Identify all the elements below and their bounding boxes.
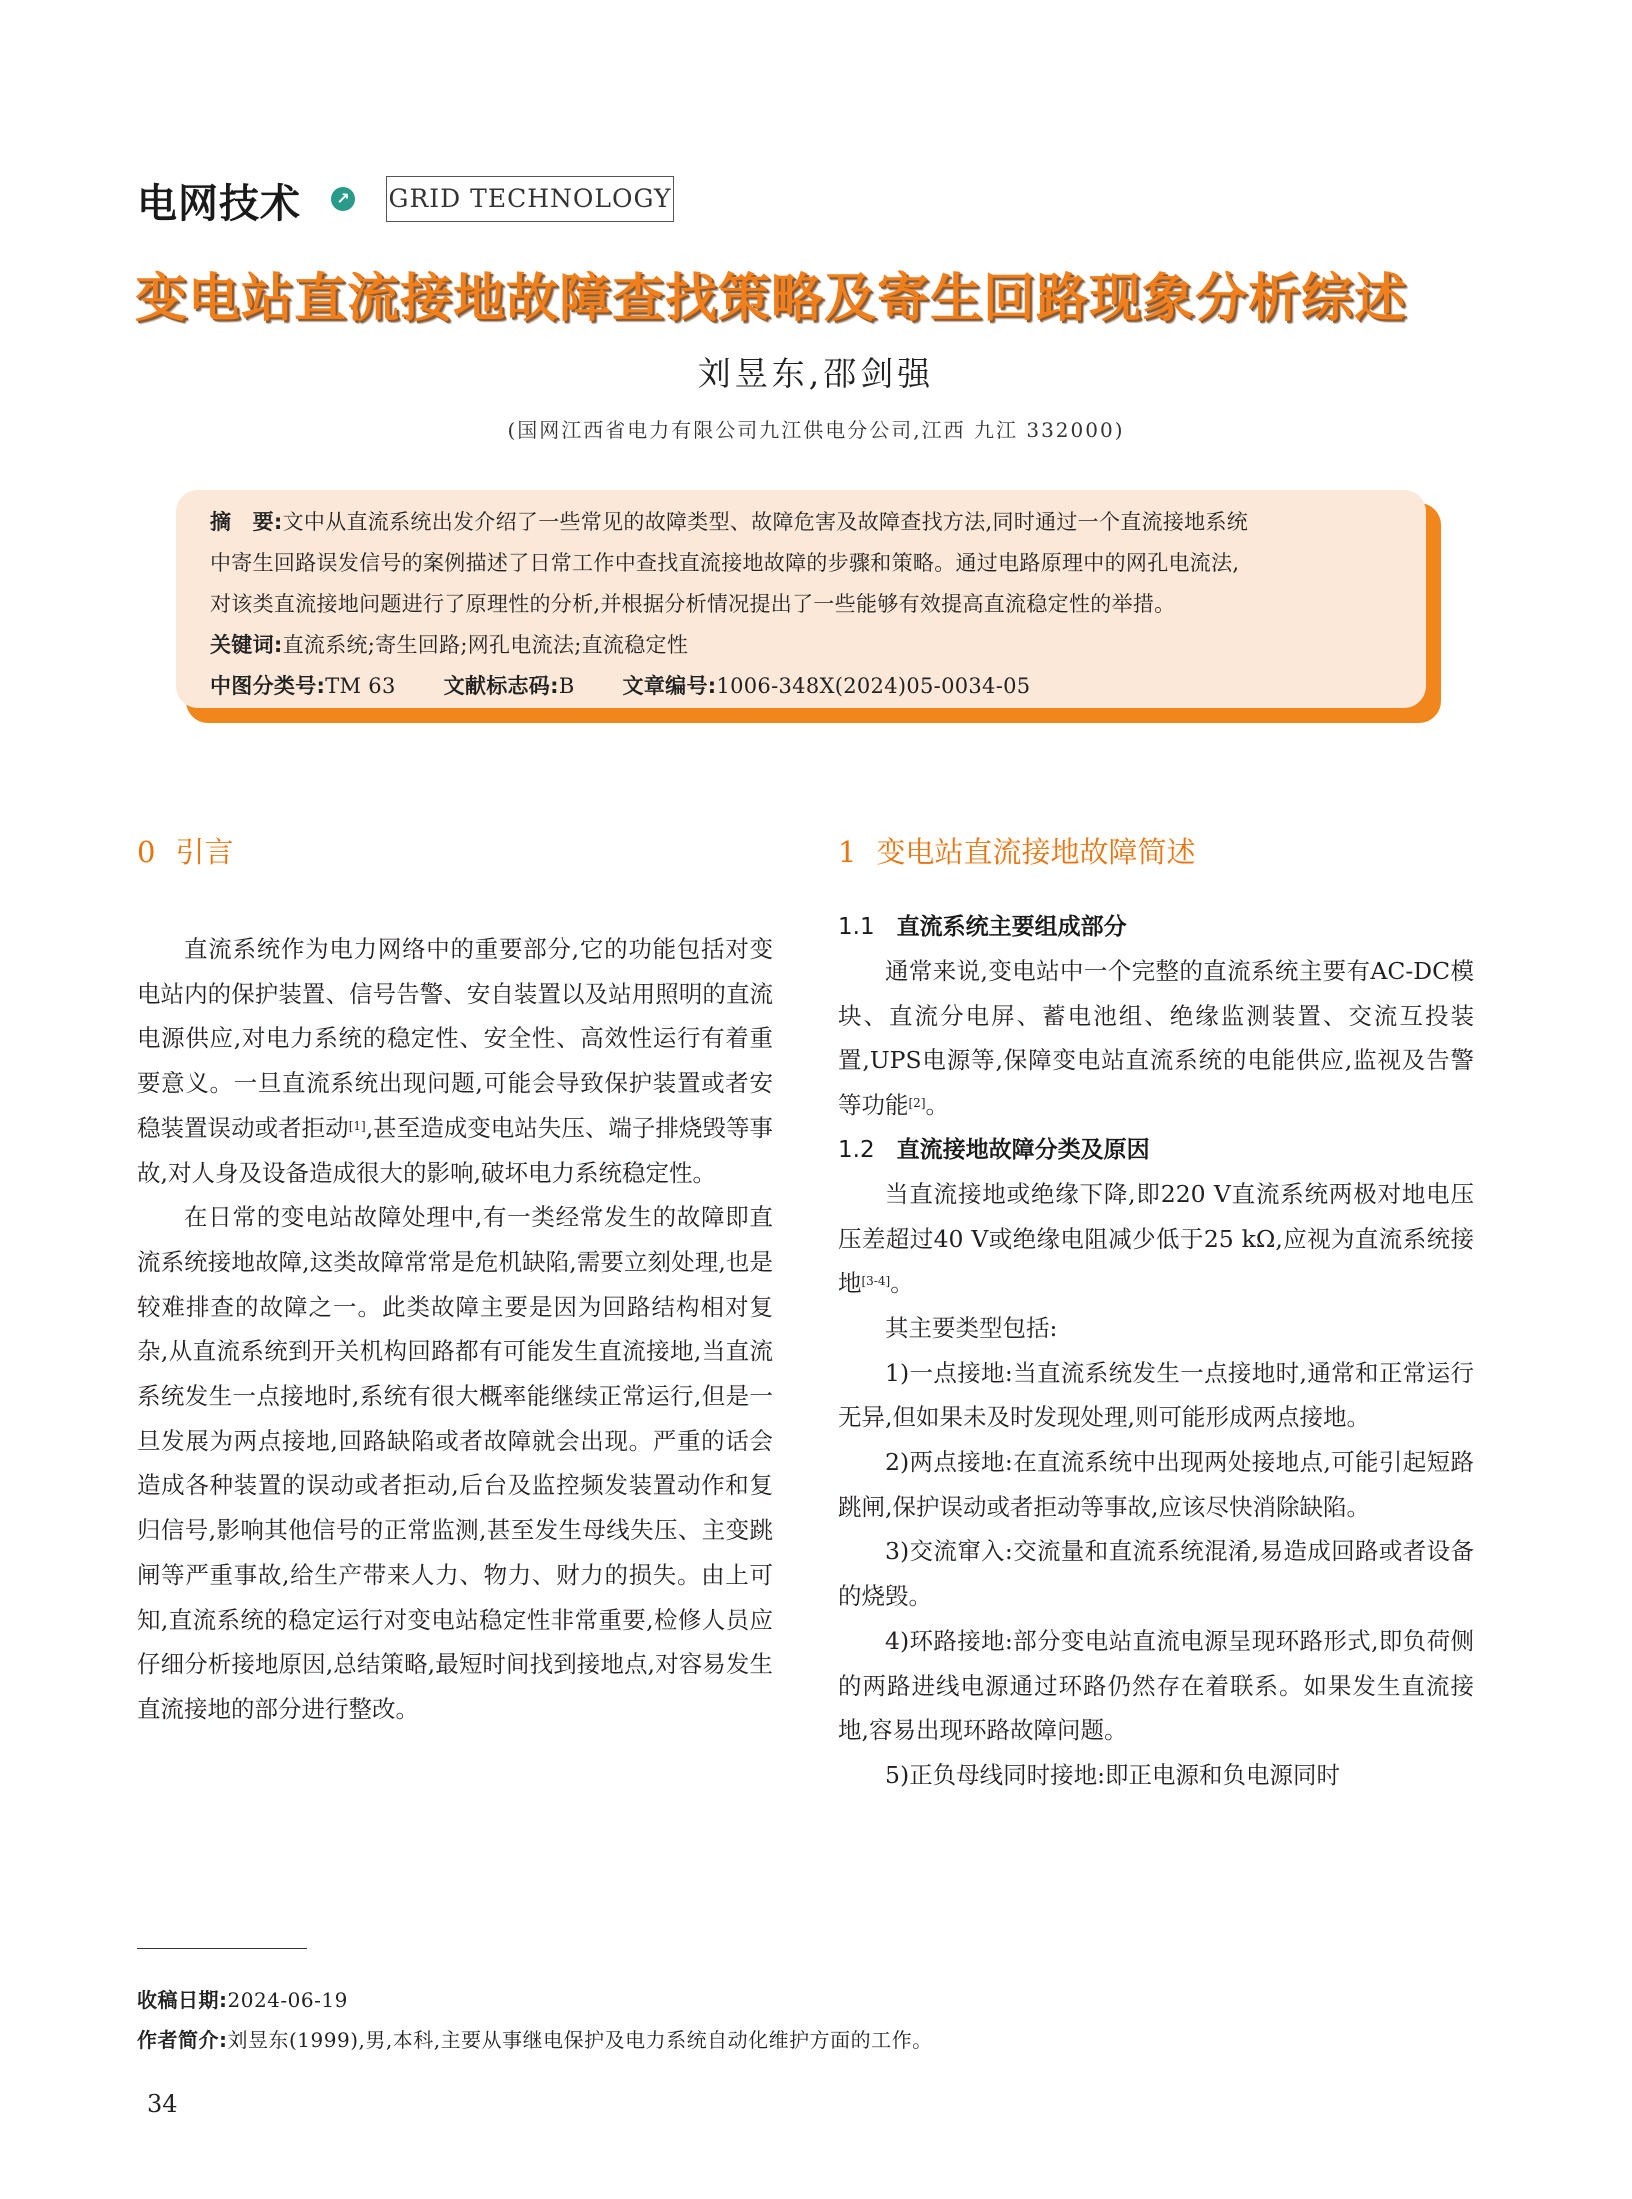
citation: [3-4] xyxy=(861,1274,891,1289)
left-column xyxy=(137,830,773,1732)
paper-title: 变电站直流接地故障查找策略及寄生回路现象分析综述 xyxy=(135,269,1408,329)
footnote-rule xyxy=(137,1948,307,1949)
subsection-1-1-heading: 1.1 直流系统主要组成部分 xyxy=(838,914,1127,940)
types-intro: 其主要类型包括: xyxy=(885,1313,1058,1342)
author-bio: 作者简介:刘昱东(1999),男,本科,主要从事继电保护及电力系统自动化维护方面的工作。 xyxy=(137,2028,933,2052)
type-item-2: 2)两点接地:在直流系统中出现两处接地点,可能引起短路跳闸,保护误动或者拒动等事故,应该尽快消除缺陷。 xyxy=(838,1448,1474,1521)
section-english-label: GRID TECHNOLOGY xyxy=(386,176,674,222)
clc-label: 中图分类号: xyxy=(210,674,326,698)
right-column xyxy=(838,830,1474,1798)
subsection-1-2-heading: 1.2 直流接地故障分类及原因 xyxy=(838,1136,1150,1163)
classification-line xyxy=(210,666,1396,707)
keywords-line xyxy=(210,625,1396,666)
type-item-4: 4)环路接地:部分变电站直流电源呈现环路形式,即负荷侧的两路进线电源通过环路仍然存在着联系。如果发生直流接地,容易出现环路故障问题。 xyxy=(838,1626,1474,1745)
type-item-5: 5)正负母线同时接地:即正电源和负电源同时 xyxy=(885,1760,1341,1789)
article-no-value: 1006-348X(2024)05-0034-05 xyxy=(716,674,1031,698)
keywords-label: 关键词: xyxy=(210,633,283,657)
type-item-1: 1)一点接地:当直流系统发生一点接地时,通常和正常运行无异,但如果未及时发现处理,则可能形成两点接地。 xyxy=(838,1358,1474,1432)
section-1-2-paragraph: 当直流接地或绝缘下降,即220 V直流系统两极对地电压压差超过40 V或绝缘电阻减少低于25 kΩ,应视为直流系统接地[3-4]。 xyxy=(838,1179,1474,1298)
article-no-label: 文章编号: xyxy=(622,674,717,698)
section-name: 电网技术 xyxy=(137,181,301,227)
abstract-line-3: 对该类直流接地问题进行了原理性的分析,并根据分析情况提出了一些能够有效提高直流稳定性的举措。 xyxy=(210,592,1176,616)
received-date: 收稿日期:2024-06-19 xyxy=(137,1988,348,2012)
citation: [2] xyxy=(908,1096,926,1111)
citation: [1] xyxy=(348,1118,366,1133)
intro-paragraph-1: 直流系统作为电力网络中的重要部分,它的功能包括对变电站内的保护装置、信号告警、安自装置以及站用照明的直流电源供应,对电力系统的稳定性、安全性、高效性运行有着重要意义。一旦直流系统出现问题,可能会导致保护装置或者安稳装置误动或者拒动[1],甚至造成变电站失压、端子排烧毁等事故,对人身及设备造成很大的影响,破坏电力系统稳定性。 xyxy=(137,935,773,1187)
abstract-label: 摘 要: xyxy=(210,510,283,534)
abstract-box xyxy=(176,490,1426,708)
paper-affiliation: (国网江西省电力有限公司九江供电分公司,江西 九江 332000) xyxy=(507,418,1125,442)
section-0-heading: 0 引言 xyxy=(137,835,234,869)
section-1-1-paragraph: 通常来说,变电站中一个完整的直流系统主要有AC-DC模块、直流分电屏、蓄电池组、绝缘监测装置、交流互投装置,UPS电源等,保障变电站直流系统的电能供应,监视及告警等功能[2]。 xyxy=(838,957,1474,1120)
doc-code-label: 文献标志码: xyxy=(443,674,559,698)
section-1-heading: 1 变电站直流接地故障简述 xyxy=(838,835,1196,869)
intro-paragraph-2: 在日常的变电站故障处理中,有一类经常发生的故障即直流系统接地故障,这类故障常常是危机缺陷,需要立刻处理,也是较难排查的故障之一。此类故障主要是因为回路结构相对复杂,从直流系统到开关机构回路都有可能发生直流接地,当直流系统发生一点接地时,系统有很大概率能继续正常运行,但是一旦发展为两点接地,回路缺陷或者故障就会出现。严重的话会造成各种装置的误动或者拒动,后台及监控频发装置动作和复归信号,影响其他信号的正常监测,甚至发生母线失压、主变跳闸等严重事故,给生产带来人力、物力、财力的损失。由上可知,直流系统的稳定运行对变电站稳定性非常重要,检修人员应仔细分析接地原因,总结策略,最短时间找到接地点,对容易发生直流接地的部分进行整改。 xyxy=(137,1203,773,1723)
type-item-3: 3)交流窜入:交流量和直流系统混淆,易造成回路或者设备的烧毁。 xyxy=(838,1537,1474,1611)
paper-authors: 刘昱东,邵剑强 xyxy=(697,354,935,393)
doc-code-value: B xyxy=(558,674,575,698)
abstract-line-2: 中寄生回路误发信号的案例描述了日常工作中查找直流接地故障的步骤和策略。通过电路原理中的网孔电流法, xyxy=(210,551,1240,575)
clc-value: TM 63 xyxy=(325,674,396,698)
keywords: 直流系统;寄生回路;网孔电流法;直流稳定性 xyxy=(282,633,689,657)
abstract-line-1: 摘 要:文中从直流系统出发介绍了一些常见的故障类型、故障危害及故障查找方法,同时通过一个直流接地系统 xyxy=(210,510,1249,534)
page-number: 34 xyxy=(147,2090,178,2118)
arrow-circle-icon: ↗ xyxy=(331,187,355,211)
